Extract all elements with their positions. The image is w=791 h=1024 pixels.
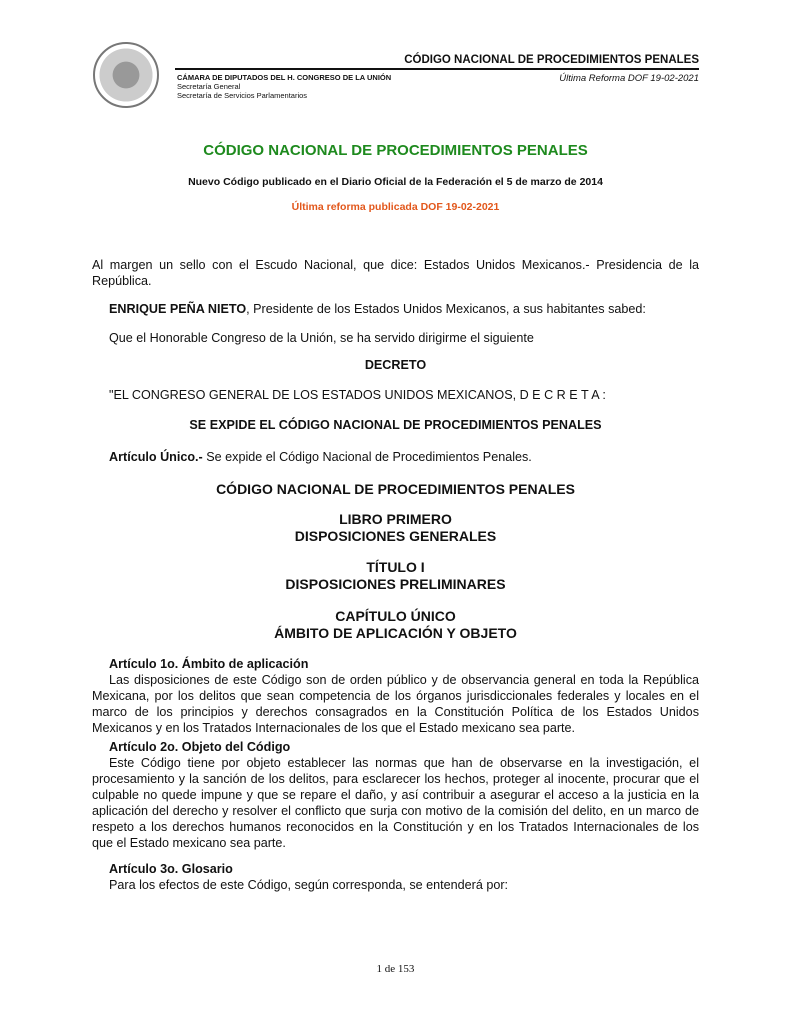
- code-heading: CÓDIGO NACIONAL DE PROCEDIMIENTOS PENALES: [216, 481, 575, 497]
- header-rule: [175, 68, 699, 70]
- article-2-text: Este Código tiene por objeto establecer las normas que han de observarse en la investigación, el procesamiento y la sanción de los delitos, para esclarecer los hechos, proteger al inocente, procurar que el culpable no quede impune y que se repare el daño, y así contribuir a asegurar el acceso a la justicia en la aplicación del derecho y resolver el conflicto que surja con motivo de la comisión del delito, en un marco de respeto a los derechos humanos reconocidos en la Constitución y en los Tratados Internacionales de los que el Estado mexicano sea parte.: [92, 756, 699, 850]
- capitulo-heading: CAPÍTULO ÚNICO: [335, 608, 456, 624]
- reform-note: Última reforma publicada DOF 19-02-2021: [291, 201, 500, 213]
- article-3-text: Para los efectos de este Código, según corresponda, se entenderá por:: [109, 878, 509, 892]
- article-3-title: Artículo 3o. Glosario: [109, 862, 233, 876]
- page-number: 1 de 153: [376, 963, 415, 975]
- article-1-title: Artículo 1o. Ámbito de aplicación: [109, 657, 309, 671]
- articulo-unico-text: Se expide el Código Nacional de Procedimientos Penales.: [202, 450, 532, 464]
- decreto-heading: DECRETO: [364, 358, 427, 372]
- paragraph-margin: Al margen un sello con el Escudo Nacional, que dice: Estados Unidos Mexicanos.- Presidencia de la República.: [92, 258, 699, 288]
- paragraph-president: [92, 301, 699, 317]
- document-title: CÓDIGO NACIONAL DE PROCEDIMIENTOS PENALES: [203, 142, 588, 159]
- articulo-unico: [92, 449, 699, 465]
- header-last-reform: Última Reforma DOF 19-02-2021: [559, 73, 699, 84]
- header-secretaria: Secretaría General: [177, 82, 241, 91]
- articulo-unico-label: Artículo Único.-: [109, 450, 203, 464]
- expide-heading: SE EXPIDE EL CÓDIGO NACIONAL DE PROCEDIMIENTOS PENALES: [189, 418, 602, 432]
- paragraph-congress: Que el Honorable Congreso de la Unión, se ha servido dirigirme el siguiente: [109, 331, 534, 345]
- titulo-subheading: DISPOSICIONES PRELIMINARES: [285, 576, 506, 592]
- capitulo-subheading: ÁMBITO DE APLICACIÓN Y OBJETO: [274, 625, 517, 641]
- article-2-title: Artículo 2o. Objeto del Código: [109, 740, 291, 754]
- president-text: , Presidente de los Estados Unidos Mexicanos, a sus habitantes sabed:: [246, 302, 646, 316]
- header-servicios: Secretaría de Servicios Parlamentarios: [177, 91, 308, 100]
- libro-heading: LIBRO PRIMERO: [339, 511, 452, 527]
- titulo-heading: TÍTULO I: [366, 559, 425, 575]
- libro-subheading: DISPOSICIONES GENERALES: [294, 528, 497, 544]
- document-subtitle: Nuevo Código publicado en el Diario Oficial de la Federación el 5 de marzo de 2014: [188, 176, 603, 188]
- header-chamber: CÁMARA DE DIPUTADOS DEL H. CONGRESO DE LA UNIÓN: [177, 73, 392, 82]
- paragraph-decreta: "EL CONGRESO GENERAL DE LOS ESTADOS UNIDOS MEXICANOS, D E C R E T A :: [109, 388, 606, 402]
- national-seal-icon: [93, 42, 159, 108]
- article-1-text: Las disposiciones de este Código son de orden público y de observancia general en toda la República Mexicana, por los delitos que sean competencia de los órganos jurisdiccionales federales y locales en el marco de los principios y derechos consagrados en la Constitución Política de los Estados Unidos Mexicanos y en los Tratados Internacionales de los que el Estado mexicano sea parte.: [92, 673, 699, 735]
- president-name: ENRIQUE PEÑA NIETO: [109, 302, 247, 316]
- header-title: CÓDIGO NACIONAL DE PROCEDIMIENTOS PENALES: [404, 54, 699, 66]
